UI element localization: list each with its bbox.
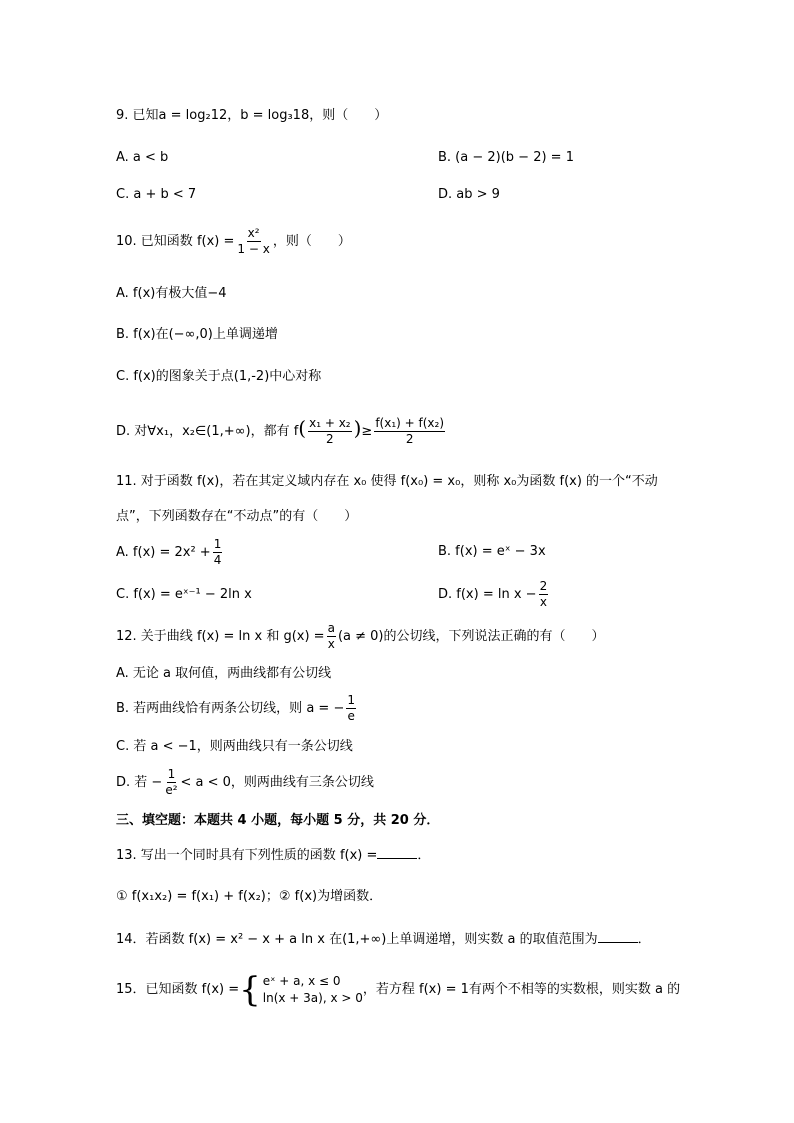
q10-d-paren-left: ( [298, 416, 307, 440]
q10-stem-suffix: ，则（ ） [272, 234, 351, 249]
q10-option-b: B. f(x)在(−∞,0)上单调递增 [116, 327, 278, 342]
q10-d-prefix: D. 对∀x₁，x₂∈(1,+∞)，都有 f [116, 424, 299, 439]
q11-a-prefix: A. f(x) = 2x² + [116, 545, 211, 560]
q14-end: ． [637, 932, 651, 947]
q10-d-geq: ≥ [361, 424, 373, 439]
q9-option-a: A. a < b [116, 150, 169, 165]
q12-d-fraction [164, 767, 178, 798]
q12-stem [116, 620, 604, 654]
q13-answer-blank[interactable] [377, 846, 417, 859]
q15-piecewise [239, 969, 363, 1010]
q12-d-fraction-numerator: 1 [167, 767, 176, 781]
q10-d-fraction-1-numerator: x₁ + x₂ [309, 416, 351, 430]
q12-option-d [116, 766, 374, 800]
q12-b-fraction-numerator: 1 [347, 693, 355, 707]
q10-fraction [236, 226, 270, 257]
q12-d-prefix: D. 若 − [116, 775, 163, 790]
q10-d-paren-right: ) [353, 416, 362, 440]
q15-suffix: ，若方程 f(x) = 1有两个不相等的实数根，则实数 a 的 [362, 982, 681, 997]
q15-case-1: eˣ + a, x ≤ 0 [262, 973, 341, 988]
q10-stem-prefix: 10. 已知函数 f(x) = [116, 234, 235, 249]
q12-stem-fraction-denominator: x [327, 637, 335, 651]
q11-option-b: B. f(x) = eˣ − 3x [438, 544, 546, 559]
q12-option-a: A. 无论 a 取何值，两曲线都有公切线 [116, 666, 332, 681]
q12-b-prefix: B. 若两曲线恰有两条公切线，则 a = − [116, 701, 345, 716]
q11-a-fraction-numerator: 1 [213, 537, 222, 551]
q15-prefix: 15．已知函数 f(x) = [116, 982, 240, 997]
q12-d-suffix: < a < 0，则两曲线有三条公切线 [180, 775, 374, 790]
q14-answer-blank[interactable] [598, 930, 638, 943]
q11-option-c: C. f(x) = eˣ⁻¹ − 2ln x [116, 587, 252, 602]
q11-d-prefix: D. f(x) = ln x − [438, 587, 537, 602]
q11-d-fraction-numerator: 2 [539, 579, 548, 593]
q10-fraction-numerator: x² [247, 226, 260, 240]
q10-d-fraction-2 [374, 416, 445, 447]
q11-option-d [438, 578, 550, 612]
q10-fraction-denominator: 1 − x [237, 242, 270, 256]
q10-stem [116, 224, 351, 260]
q11-option-a [116, 536, 224, 570]
q12-stem-prefix: 12. 关于曲线 f(x) = ln x 和 g(x) = [116, 629, 325, 644]
q9-stem: 9. 已知a = log₂12，b = log₃18，则（ ） [116, 108, 388, 123]
q12-stem-suffix: (a ≠ 0)的公切线，下列说法正确的有（ ） [337, 629, 605, 644]
q13-line-1 [116, 846, 430, 866]
q11-stem-line-2: 点”，下列函数存在“不动点”的有（ ） [116, 509, 358, 524]
q12-option-c: C. 若 a < −1，则两曲线只有一条公切线 [116, 739, 353, 754]
q10-option-a: A. f(x)有极大值−4 [116, 286, 227, 301]
q10-d-fraction-1 [308, 416, 352, 447]
q11-a-fraction-denominator: 4 [213, 553, 222, 567]
q12-stem-fraction-numerator: a [327, 621, 335, 635]
q13-line-1-end: ． [417, 848, 431, 863]
q12-option-b [116, 692, 358, 726]
q10-option-d [116, 410, 447, 450]
q15-line [116, 966, 680, 1014]
q9-option-c: C. a + b < 7 [116, 187, 197, 202]
q13-line-2: ① f(x₁x₂) = f(x₁) + f(x₂)；② f(x)为增函数． [116, 889, 383, 904]
q15-brace: { [239, 969, 261, 1010]
q10-d-fraction-1-denominator: 2 [326, 432, 334, 446]
q12-b-fraction-denominator: e [347, 709, 355, 723]
q9-option-b: B. (a − 2)(b − 2) = 1 [438, 150, 574, 165]
q9-option-d: D. ab > 9 [438, 187, 500, 202]
q11-d-fraction [539, 579, 549, 610]
q14-text: 14．若函数 f(x) = x² − x + a ln x 在(1,+∞)上单调递增，则实数 a 的取值范围为 [116, 932, 598, 947]
q11-a-fraction [213, 537, 223, 568]
q10-option-c: C. f(x)的图象关于点(1,-2)中心对称 [116, 369, 322, 384]
q10-d-fraction-2-denominator: 2 [405, 432, 414, 446]
section-3-title: 三、填空题：本题共 4 小题，每小题 5 分，共 20 分． [116, 813, 440, 828]
q11-d-fraction-denominator: x [539, 595, 547, 609]
q12-b-fraction [346, 693, 356, 724]
q10-d-fraction-2-numerator: f(x₁) + f(x₂) [375, 416, 445, 430]
q15-case-2: ln(x + 3a), x > 0 [262, 990, 363, 1005]
q12-stem-fraction [327, 621, 336, 652]
q11-stem-line-1: 11. 对于函数 f(x)，若在其定义域内存在 x₀ 使得 f(x₀) = x₀，则称 x₀为函数 f(x) 的一个“不动 [116, 474, 658, 489]
q14-line [116, 930, 651, 950]
q12-d-fraction-denominator: e² [165, 783, 178, 797]
q13-line-1-text: 13. 写出一个同时具有下列性质的函数 f(x) = [116, 848, 378, 863]
